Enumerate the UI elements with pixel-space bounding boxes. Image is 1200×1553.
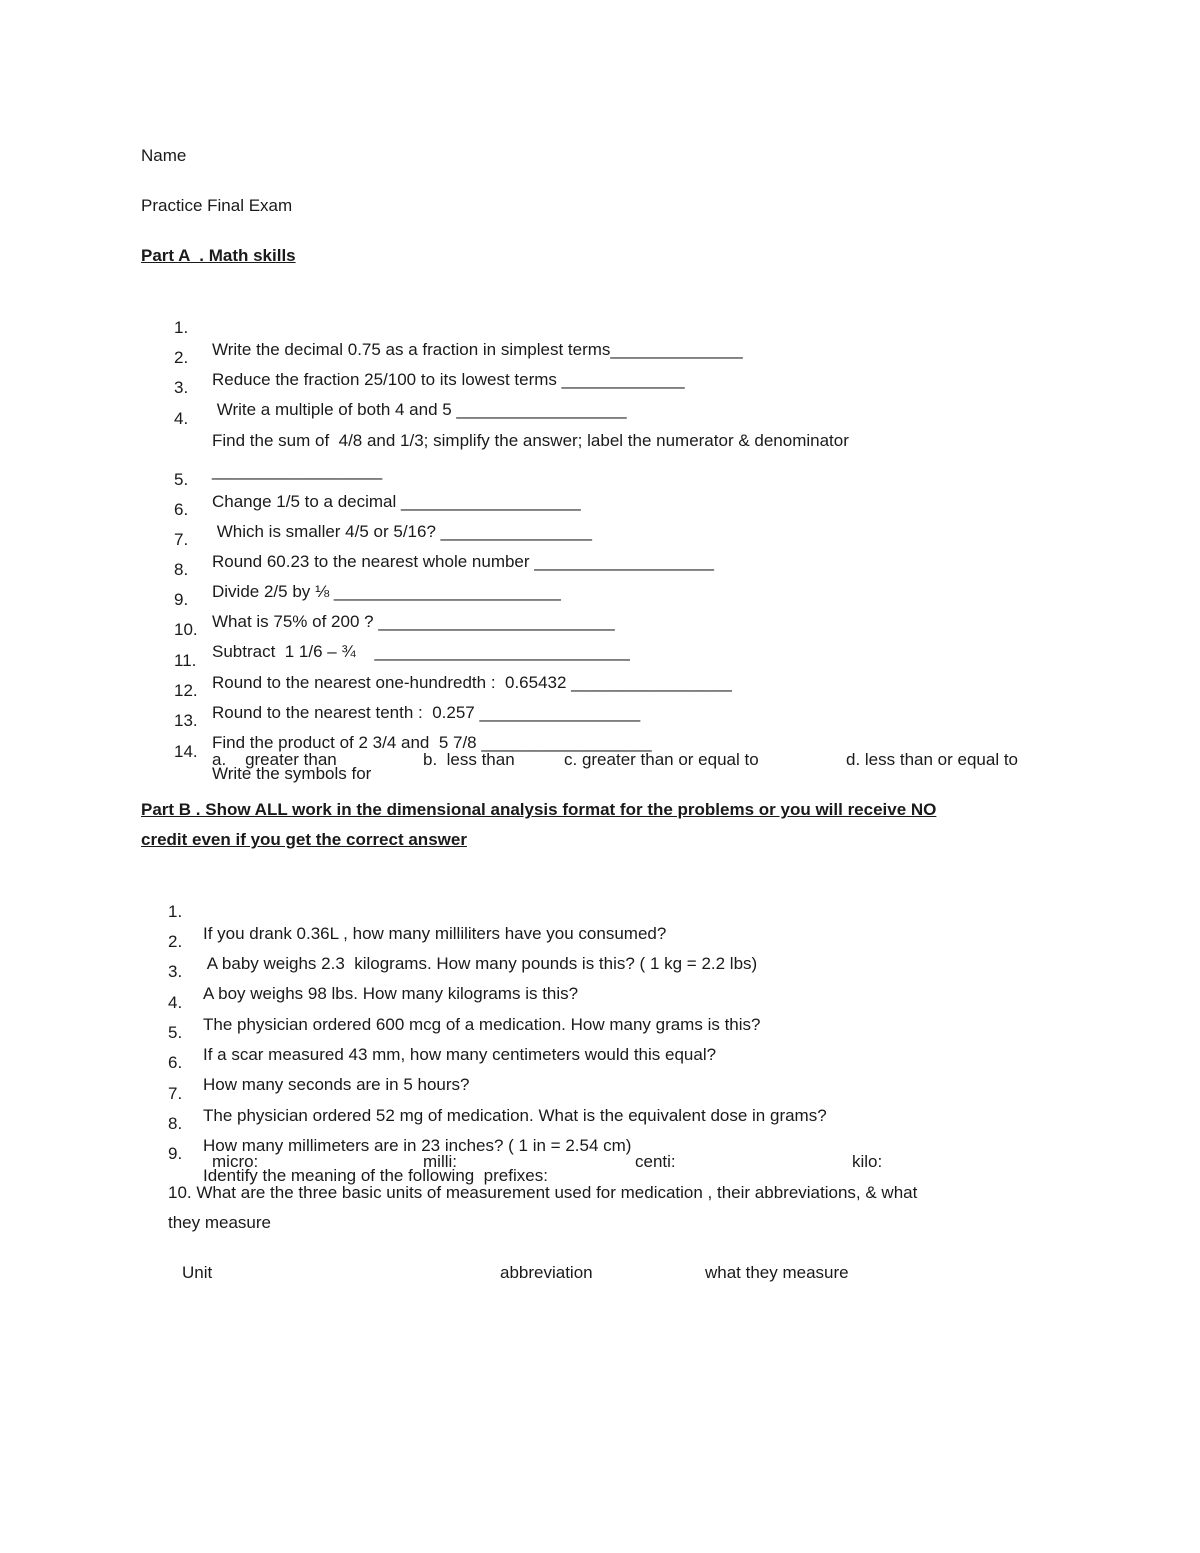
item-text: How many seconds are in 5 hours? <box>203 1075 470 1094</box>
item-number: 3. <box>168 962 183 981</box>
part-b-heading-line1: Part B . Show ALL work in the dimensional analysis format for the problems or you will receive NO <box>141 800 937 819</box>
item-text: __________________ <box>212 461 383 480</box>
item-text: If you drank 0.36L , how many milliliters have you consumed? <box>203 924 667 943</box>
symbol-option-b: b. less than <box>423 750 515 769</box>
item-number: 9. <box>168 1144 183 1163</box>
item-text: Write the symbols for <box>212 764 372 783</box>
item-text: Find the sum of 4/8 and 1/3; simplify the answer; label the numerator & denominator <box>212 431 849 450</box>
item-number: 4. <box>168 993 183 1012</box>
column-header-what-they-measure: what they measure <box>705 1263 849 1282</box>
prefix-centi: centi: <box>635 1152 676 1171</box>
item-number: 1. <box>168 902 183 921</box>
part-a-heading: Part A . Math skills <box>141 246 296 265</box>
item-text: Identify the meaning of the following prefixes: <box>203 1166 548 1185</box>
symbol-option-a: a. greater than <box>212 750 337 769</box>
item-text: Divide 2/5 by ⅛ ________________________ <box>212 582 561 601</box>
prefix-kilo: kilo: <box>852 1152 883 1171</box>
name-label: Name <box>141 146 187 165</box>
item-number: 9. <box>174 590 189 609</box>
prefix-micro: micro: <box>212 1152 259 1171</box>
item-text: If a scar measured 43 mm, how many centimeters would this equal? <box>203 1045 717 1064</box>
item-text: Change 1/5 to a decimal ___________________ <box>212 492 581 511</box>
column-header-unit: Unit <box>182 1263 213 1282</box>
item-number: 5. <box>168 1023 183 1042</box>
item-number: 2. <box>174 348 189 367</box>
part-b-item-10-line2: they measure <box>168 1213 271 1232</box>
item-number: 8. <box>174 560 189 579</box>
item-number: 3. <box>174 378 189 397</box>
item-number: 13. <box>174 711 198 730</box>
item-text: Which is smaller 4/5 or 5/16? ________________ <box>212 522 592 541</box>
item-number: 14. <box>174 742 198 761</box>
item-number: 7. <box>168 1084 183 1103</box>
item-text: Round to the nearest one-hundredth : 0.65432 _________________ <box>212 673 732 692</box>
item-text: The physician ordered 52 mg of medication. What is the equivalent dose in grams? <box>203 1106 827 1125</box>
item-text: What is 75% of 200 ? _________________________ <box>212 612 615 631</box>
exam-title: Practice Final Exam <box>141 196 293 215</box>
item-number: 12. <box>174 681 198 700</box>
item-number: 6. <box>168 1053 183 1072</box>
item-number: 2. <box>168 932 183 951</box>
item-text: Reduce the fraction 25/100 to its lowest terms _____________ <box>212 370 685 389</box>
item-text: Write a multiple of both 4 and 5 __________________ <box>212 400 627 419</box>
item-number: 10. <box>174 620 198 639</box>
item-number: 11. <box>174 651 197 670</box>
part-b-item-10-line1: 10. What are the three basic units of measurement used for medication , their abbreviations, & what <box>168 1183 918 1202</box>
item-text: Subtract 1 1/6 – ¾ ___________________________ <box>212 642 630 661</box>
symbol-option-d: d. less than or equal to <box>846 750 1019 769</box>
item-number: 5. <box>174 470 189 489</box>
item-text: The physician ordered 600 mcg of a medication. How many grams is this? <box>203 1015 761 1034</box>
item-text: Write the decimal 0.75 as a fraction in simplest terms______________ <box>212 340 743 359</box>
symbol-option-c: c. greater than or equal to <box>564 750 759 769</box>
item-number: 4. <box>174 409 189 428</box>
item-number: 6. <box>174 500 189 519</box>
column-header-abbreviation: abbreviation <box>500 1263 593 1282</box>
item-text: A boy weighs 98 lbs. How many kilograms is this? <box>203 984 579 1003</box>
item-text: Round to the nearest tenth : 0.257 _________________ <box>212 703 641 722</box>
part-b-heading-line2: credit even if you get the correct answer <box>141 830 467 849</box>
item-number: 8. <box>168 1114 183 1133</box>
item-number: 7. <box>174 530 189 549</box>
prefix-milli: milli: <box>423 1152 457 1171</box>
item-text: Round 60.23 to the nearest whole number ___________________ <box>212 552 714 571</box>
item-text: Find the product of 2 3/4 and 5 7/8 __________________ <box>212 733 652 752</box>
item-text: How many millimeters are in 23 inches? ( 1 in = 2.54 cm) <box>203 1136 632 1155</box>
item-number: 1. <box>174 318 189 337</box>
item-text: A baby weighs 2.3 kilograms. How many pounds is this? ( 1 kg = 2.2 lbs) <box>203 954 758 973</box>
